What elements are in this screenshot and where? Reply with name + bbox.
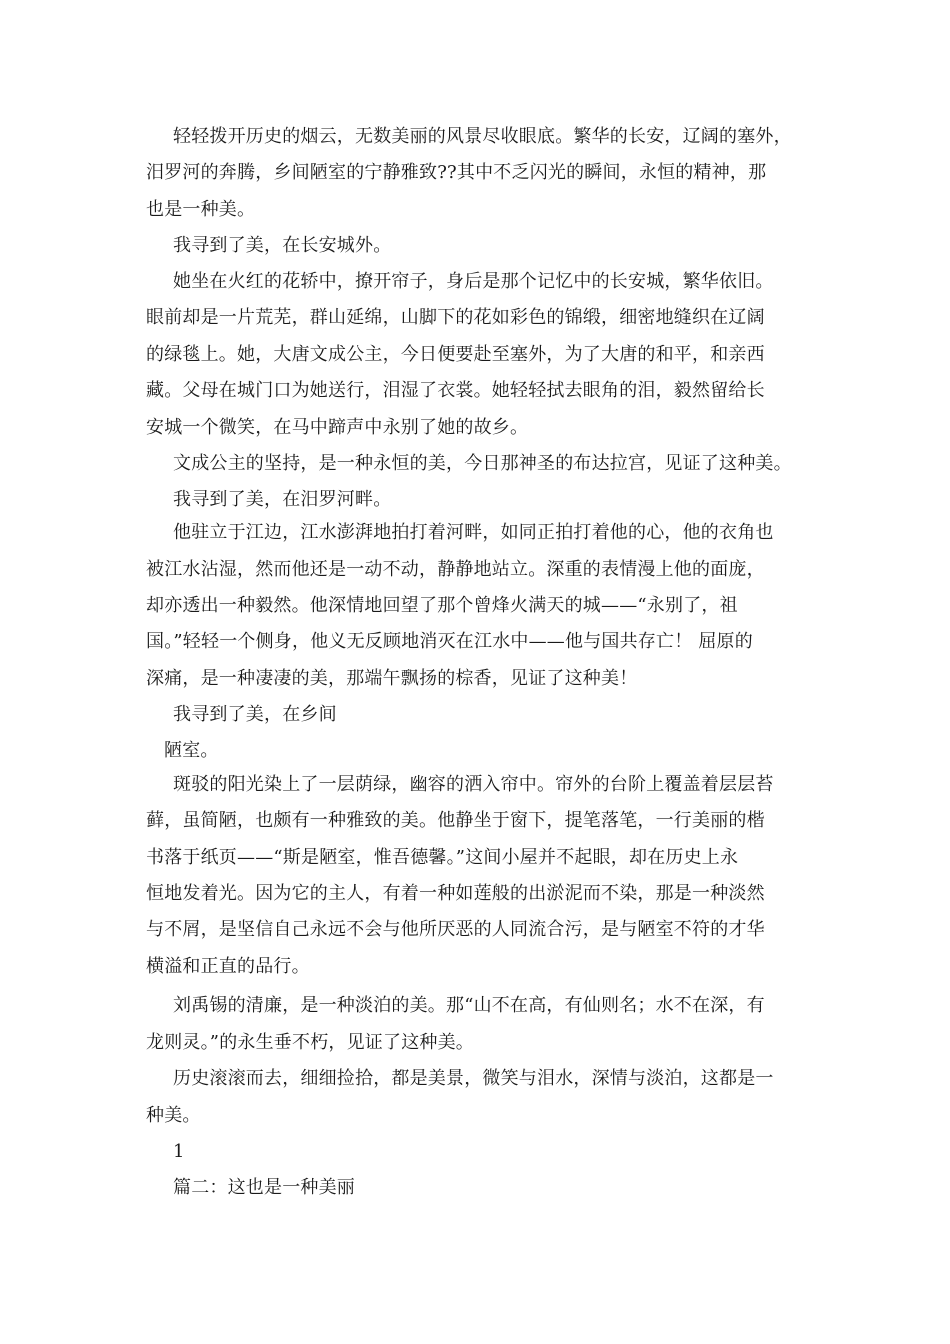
text-line: 安城一个微笑，在马中蹄声中永别了她的故乡。 <box>146 417 529 438</box>
page-number: 1 <box>173 1141 185 1162</box>
text-line: 轻轻拨开历史的烟云，无数美丽的风景尽收眼底。繁华的长安，辽阔的塞外， <box>173 126 792 147</box>
text-line: 我寻到了美，在汨罗河畔。 <box>173 489 392 510</box>
text-line: 陋室。 <box>164 740 219 761</box>
section-heading: 篇二：这也是一种美丽 <box>173 1177 355 1198</box>
text-line: 书落于纸页——“斯是陋室，惟吾德馨。”这间小屋并不起眼，却在历史上永 <box>146 847 739 868</box>
text-line: 她坐在火红的花轿中，撩开帘子，身后是那个记忆中的长安城，繁华依旧。 <box>173 271 774 292</box>
text-line: 刘禹锡的清廉，是一种淡泊的美。那“山不在高，有仙则名；水不在深，有 <box>173 995 765 1016</box>
text-line: 我寻到了美，在长安城外。 <box>173 235 392 256</box>
text-line: 却亦透出一种毅然。他深情地回望了那个曾烽火满天的城——“永别了，祖 <box>146 595 738 616</box>
text-line: 深痛，是一种凄凄的美，那端午飘扬的棕香，见证了这种美！ <box>146 668 638 689</box>
text-line: 眼前却是一片荒芜，群山延绵，山脚下的花如彩色的锦缎，细密地缝织在辽阔 <box>146 307 765 328</box>
text-line: 也是一种美。 <box>146 199 256 220</box>
text-line: 文成公主的坚持，是一种永恒的美，今日那神圣的布达拉宫，见证了这种美。 <box>173 453 792 474</box>
text-line: 历史滚滚而去，细细捡拾，都是美景，微笑与泪水，深情与淡泊，这都是一 <box>173 1068 774 1089</box>
text-line: 他驻立于江边，江水澎湃地拍打着河畔，如同正拍打着他的心，他的衣角也 <box>173 522 774 543</box>
text-line: 龙则灵。”的永生垂不朽，见证了这种美。 <box>146 1032 475 1053</box>
text-line: 藓，虽简陋，也颇有一种雅致的美。他静坐于窗下，提笔落笔，一行美丽的楷 <box>146 810 765 831</box>
text-line: 种美。 <box>146 1105 201 1126</box>
text-line: 恒地发着光。因为它的主人，有着一种如莲般的出淤泥而不染，那是一种淡然 <box>146 883 765 904</box>
text-line: 横溢和正直的品行。 <box>146 956 310 977</box>
text-line: 藏。父母在城门口为她送行，泪湿了衣裳。她轻轻拭去眼角的泪，毅然留给长 <box>146 380 765 401</box>
text-line: 汨罗河的奔腾，乡间陋室的宁静雅致??其中不乏闪光的瞬间，永恒的精神，那 <box>146 162 767 183</box>
text-line: 斑驳的阳光染上了一层荫绿，幽容的洒入帘中。帘外的台阶上覆盖着层层苔 <box>173 774 774 795</box>
text-line: 与不屑，是坚信自己永远不会与他所厌恶的人同流合污，是与陋室不符的才华 <box>146 919 765 940</box>
text-line: 的绿毯上。她，大唐文成公主，今日便要赴至塞外，为了大唐的和平，和亲西 <box>146 344 765 365</box>
text-line: 被江水沾湿，然而他还是一动不动，静静地站立。深重的表情漫上他的面庞， <box>146 559 765 580</box>
text-line: 我寻到了美，在乡间 <box>173 704 337 725</box>
text-line: 国。”轻轻一个侧身，他义无反顾地消灭在江水中——他与国共存亡！ 屈原的 <box>146 631 753 652</box>
